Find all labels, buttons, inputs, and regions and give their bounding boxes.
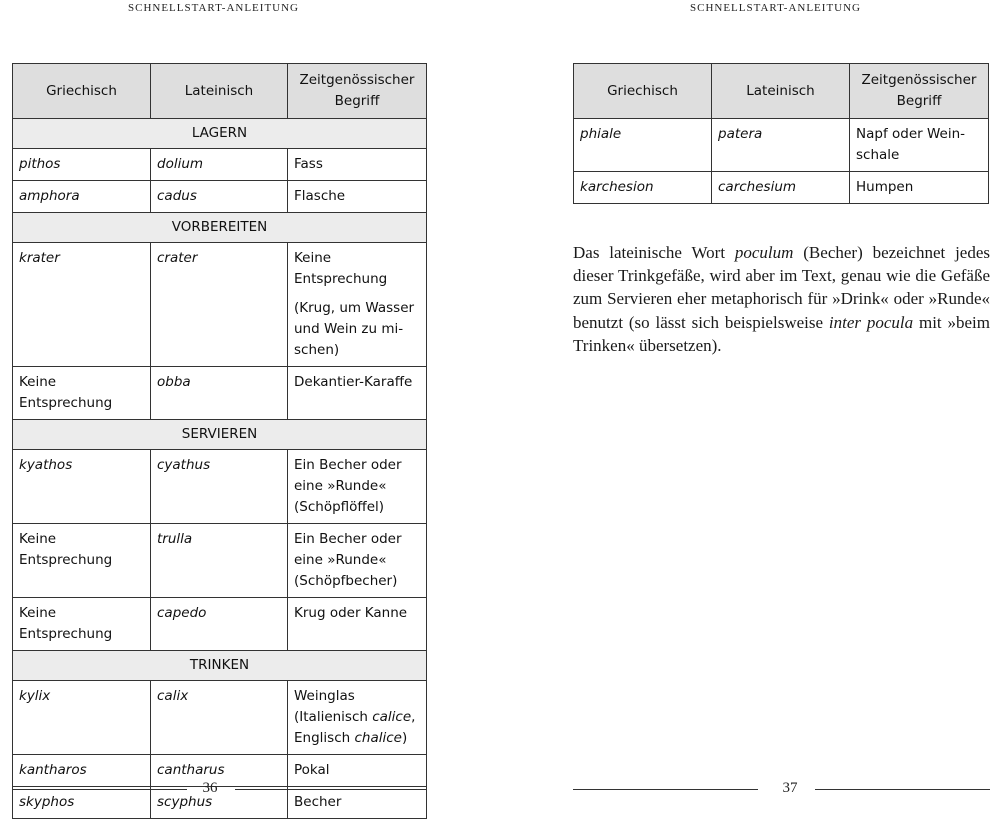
cell-greek: kyathos — [13, 450, 151, 524]
footer-rule — [815, 789, 990, 790]
column-header-latin: Lateinisch — [712, 64, 850, 119]
vessel-glossary-table — [12, 63, 427, 819]
cell-latin: cadus — [151, 181, 288, 213]
cell-modern: Ein Becher oder eine »Runde« (Schöpflöffel) — [288, 450, 427, 524]
cell-latin: scyphus — [151, 787, 288, 819]
cell-latin: calix — [151, 681, 288, 755]
cell-greek: skyphos — [13, 787, 151, 819]
cell-latin: patera — [712, 119, 850, 172]
section-row-trinken — [13, 651, 427, 681]
cell-latin: dolium — [151, 149, 288, 181]
left-page — [0, 0, 440, 810]
latin-term-poculum: poculum — [734, 243, 794, 262]
running-head: SCHNELLSTART-ANLEITUNG — [690, 2, 861, 14]
table-row — [13, 243, 427, 367]
cell-latin: obba — [151, 367, 288, 420]
cell-greek: Keine Entsprechung — [13, 598, 151, 651]
cell-modern — [288, 243, 427, 367]
table-row — [13, 149, 427, 181]
cell-greek: kylix — [13, 681, 151, 755]
vessel-glossary-table-continued — [573, 63, 989, 204]
cell-modern: Pokal — [288, 755, 427, 787]
table-row — [13, 181, 427, 213]
table-header-row — [574, 64, 989, 119]
section-row-servieren — [13, 420, 427, 450]
column-header-modern: Zeitgenössischer Begriff — [850, 64, 989, 119]
section-title: LAGERN — [13, 119, 427, 149]
cell-modern: Ein Becher oder eine »Runde« (Schöpfbecher) — [288, 524, 427, 598]
cell-latin: capedo — [151, 598, 288, 651]
cell-modern: Humpen — [850, 172, 989, 204]
column-header-modern: Zeitgenössischer Begriff — [288, 64, 427, 119]
modern-text: ) — [401, 730, 408, 746]
cell-greek: Keine Entsprechung — [13, 367, 151, 420]
section-row-lagern — [13, 119, 427, 149]
table-row — [574, 172, 989, 204]
italian-term: calice — [372, 709, 412, 725]
cell-greek: karchesion — [574, 172, 712, 204]
cell-modern — [288, 681, 427, 755]
paragraph-text: (Becher) bezeichnet jedes dieser Trinkgefäße, wird aber im Text, genau wie die Gefäße zum Servieren eher metaphorisch für »Drink« oder »Runde« benutzt (so lässt sich beispielsweise — [573, 243, 990, 332]
cell-greek: amphora — [13, 181, 151, 213]
table-header-row — [13, 64, 427, 119]
cell-modern: Becher — [288, 787, 427, 819]
section-title: SERVIEREN — [13, 420, 427, 450]
table-row — [13, 367, 427, 420]
running-head: SCHNELLSTART-ANLEITUNG — [128, 2, 299, 14]
right-page — [560, 0, 1000, 800]
modern-note: (Krug, um Wasser und Wein zu mischen) — [294, 300, 415, 358]
cell-modern: Dekantier-Karaffe — [288, 367, 427, 420]
cell-greek: krater — [13, 243, 151, 367]
paragraph-text: Das lateinische Wort — [573, 243, 735, 262]
table-row — [13, 524, 427, 598]
modern-term: Keine Entsprechung — [294, 250, 388, 287]
section-title: TRINKEN — [13, 651, 427, 681]
cell-modern: Flasche — [288, 181, 427, 213]
page-footer — [560, 780, 988, 798]
table-row — [13, 450, 427, 524]
cell-latin: trulla — [151, 524, 288, 598]
page-number: 36 — [202, 780, 218, 796]
cell-latin: cantharus — [151, 755, 288, 787]
cell-latin: crater — [151, 243, 288, 367]
cell-modern: Krug oder Kanne — [288, 598, 427, 651]
cell-modern: Fass — [288, 149, 427, 181]
cell-modern: Napf oder Weinschale — [850, 119, 989, 172]
english-term: chalice — [354, 730, 402, 746]
section-title: VORBEREITEN — [13, 213, 427, 243]
section-row-vorbereiten — [13, 213, 427, 243]
footer-rule — [235, 789, 427, 790]
table-row — [13, 598, 427, 651]
paragraph-text: mit »beim Trinken« übersetzen). — [573, 312, 990, 355]
column-header-greek: Griechisch — [574, 64, 712, 119]
page-footer — [0, 780, 428, 798]
cell-greek: pithos — [13, 149, 151, 181]
cell-greek: Keine Entsprechung — [13, 524, 151, 598]
page-number: 37 — [782, 780, 798, 796]
cell-latin: cyathus — [151, 450, 288, 524]
body-paragraph — [573, 241, 990, 357]
column-header-greek: Griechisch — [13, 64, 151, 119]
modern-text: , Englisch — [294, 709, 416, 746]
modern-text: Weinglas (Italienisch — [294, 688, 373, 725]
cell-latin: carchesium — [712, 172, 850, 204]
table-row — [13, 681, 427, 755]
cell-greek: kantharos — [13, 755, 151, 787]
table-row — [574, 119, 989, 172]
column-header-latin: Lateinisch — [151, 64, 288, 119]
footer-rule — [12, 789, 187, 790]
footer-rule — [573, 789, 758, 790]
latin-phrase-inter-pocula: inter pocula — [828, 312, 914, 332]
cell-greek: phiale — [574, 119, 712, 172]
